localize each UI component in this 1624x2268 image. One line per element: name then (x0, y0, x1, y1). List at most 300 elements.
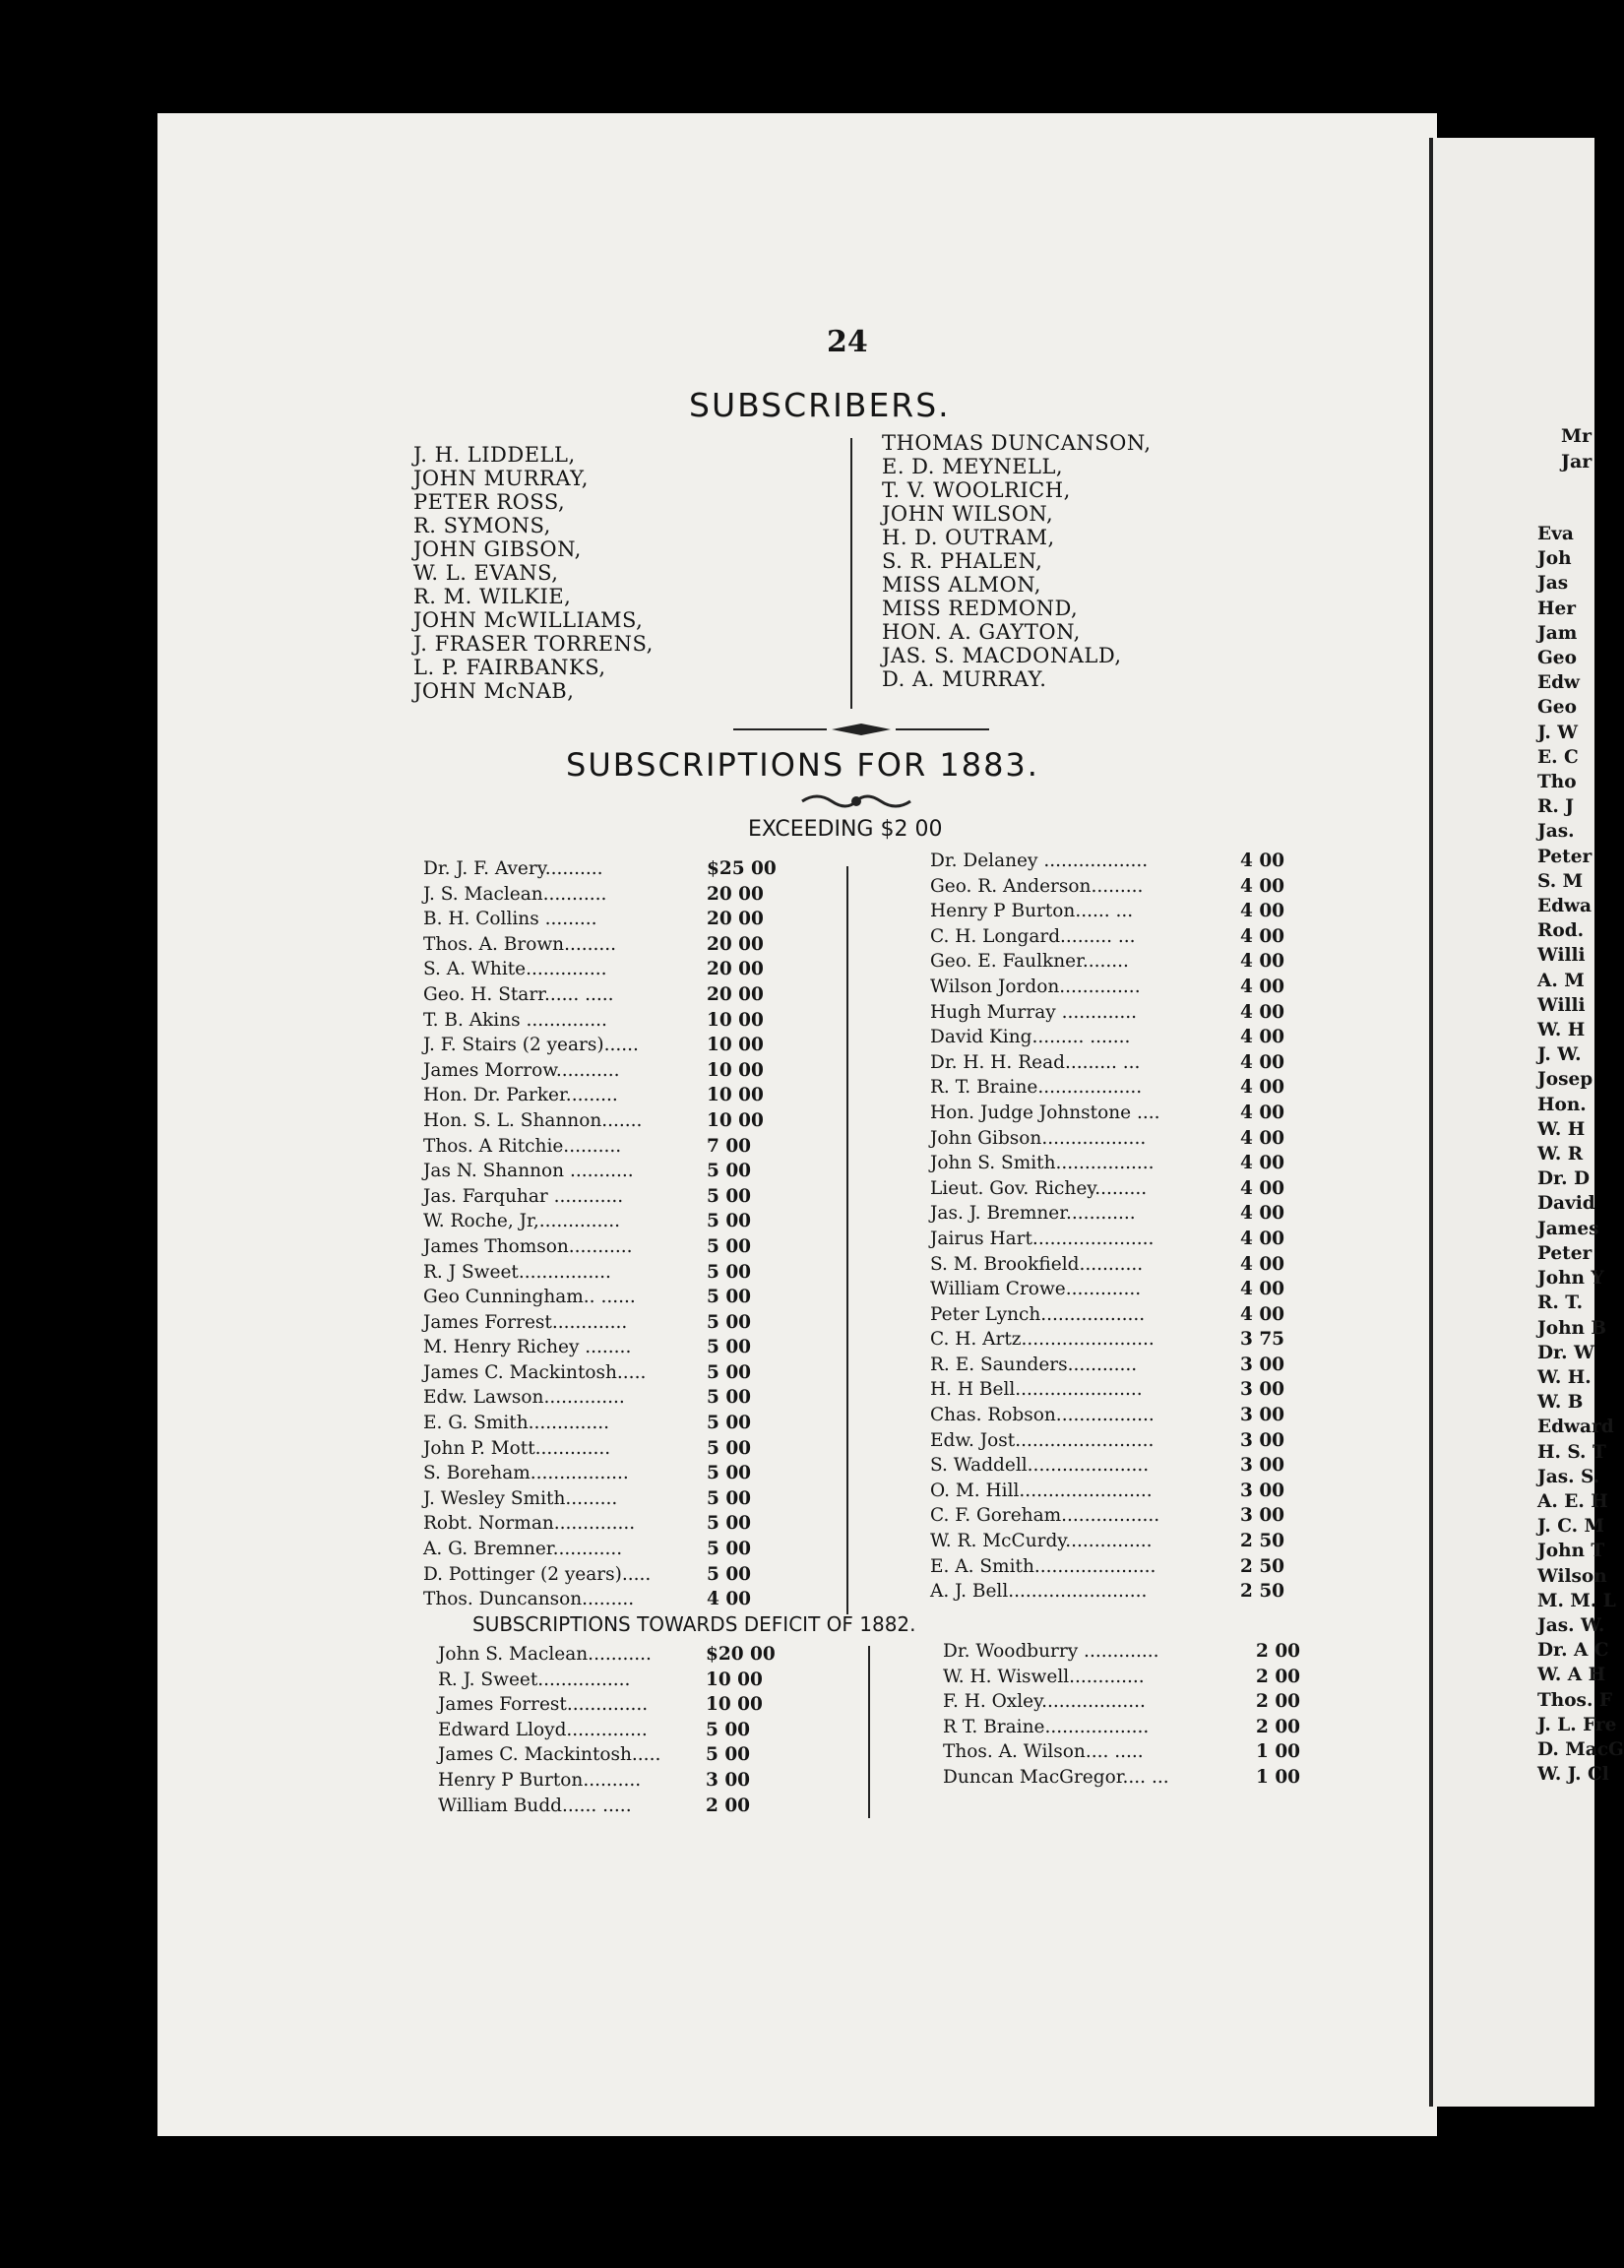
subscription-row (423, 1108, 797, 1134)
column-divider (868, 1646, 870, 1818)
subscription-amount: 2 50 (1240, 1555, 1285, 1577)
subscription-row (930, 1479, 1304, 1504)
subscriber-name: John S. Smith................. (930, 1153, 1155, 1174)
facing-page-line: E. C (1537, 746, 1579, 768)
facing-page-line: Jas. W. (1537, 1614, 1605, 1636)
subscriber-name: James C. Mackintosh..... (423, 1361, 647, 1383)
subscription-amount: 4 00 (1240, 850, 1285, 871)
subscriber-name: Henry P Burton.......... (438, 1769, 642, 1791)
subscription-amount: 4 00 (1240, 1153, 1285, 1174)
subscription-amount: 4 00 (1240, 875, 1285, 897)
subscription-amount: 4 00 (1240, 1077, 1285, 1099)
subscription-row (438, 1742, 812, 1768)
subscriber-name: Dr. H. H. Read......... ... (930, 1051, 1141, 1073)
subscription-row (943, 1639, 1317, 1665)
facing-page-line: W. H. (1537, 1366, 1592, 1388)
subscriber-name: M. Henry Richey ........ (423, 1337, 632, 1358)
subscriber-name: R. J Sweet................ (423, 1261, 611, 1283)
subscriber-name: Edw. Lawson.............. (423, 1387, 625, 1409)
subscriber-name: Thos. A. Brown......... (423, 933, 617, 955)
facing-page-line: Joh (1537, 548, 1572, 570)
subscriber-name: Thos. A Ritchie.......... (423, 1135, 622, 1157)
subscription-row (930, 1377, 1304, 1403)
subscription-row (423, 1411, 797, 1436)
subscription-amount: 2 50 (1240, 1531, 1285, 1552)
subscription-row (423, 1436, 797, 1462)
subscriber-name: E. D. MEYNELL, (882, 455, 1064, 478)
subscription-row (930, 1579, 1304, 1605)
subscription-row (423, 1511, 797, 1537)
facing-page-line: Dr. W (1537, 1342, 1594, 1363)
facing-page-line: Dr. A C (1537, 1640, 1609, 1662)
subscriber-name: C. H. Artz....................... (930, 1329, 1155, 1351)
facing-page-line: Hon. (1537, 1094, 1587, 1115)
subscribers-heading: SUBSCRIBERS. (689, 386, 951, 424)
subscription-amount: 20 00 (707, 983, 764, 1005)
subscription-row (943, 1739, 1317, 1765)
subscriber-name: Dr. J. F. Avery.......... (423, 858, 603, 879)
subscription-row (930, 1428, 1304, 1454)
facing-page-line: Edw (1537, 672, 1580, 694)
subscription-row (930, 1302, 1304, 1328)
subscriber-name: R. J. Sweet................ (438, 1669, 631, 1690)
subscription-amount: 5 00 (707, 1487, 752, 1509)
subscriber-name: Jas. J. Bremner............ (930, 1203, 1136, 1225)
subscriber-name: PETER ROSS, (413, 490, 566, 514)
subscriber-name: James Thomson........... (423, 1235, 633, 1257)
subscriber-name: J. S. Maclean........... (423, 883, 607, 905)
subscription-row (423, 1385, 797, 1411)
subscription-amount: 20 00 (707, 883, 764, 905)
subscriber-name: A. G. Bremner............ (423, 1539, 623, 1560)
subscription-amount: $20 00 (706, 1644, 776, 1665)
subscriber-name: A. J. Bell........................ (930, 1581, 1148, 1603)
facing-page-line: W. R (1537, 1144, 1584, 1166)
subscription-row (423, 982, 797, 1008)
subscription-row (930, 1529, 1304, 1554)
subscription-row (438, 1718, 812, 1743)
subscriber-name: Duncan MacGregor.... ... (943, 1766, 1169, 1788)
subscription-amount: 2 00 (1256, 1691, 1301, 1713)
facing-page-line: W. J. Cl (1537, 1764, 1609, 1786)
page-number: 24 (827, 325, 868, 359)
column-divider (850, 438, 852, 709)
subscription-amount: 4 00 (1240, 925, 1285, 947)
subscription-row (438, 1768, 812, 1794)
subscription-row (423, 882, 797, 908)
facing-page-line: John Y (1537, 1268, 1604, 1290)
subscriber-name: C. F. Goreham................. (930, 1505, 1160, 1527)
subscription-row (423, 1159, 797, 1184)
facing-page-line: David (1537, 1193, 1595, 1215)
subscription-amount: 10 00 (707, 1035, 764, 1056)
subscription-amount: 4 00 (1240, 1027, 1285, 1048)
subscriber-name: Lieut. Gov. Richey......... (930, 1177, 1148, 1199)
facing-page-line: W. B (1537, 1392, 1584, 1414)
subscription-amount: 5 00 (707, 1261, 752, 1283)
subscriber-name: John P. Mott............. (423, 1437, 611, 1459)
subscription-row (930, 1025, 1304, 1050)
subscription-amount: 2 50 (1240, 1581, 1285, 1603)
subscription-row (930, 1353, 1304, 1378)
subscriber-name: T. B. Akins .............. (423, 1009, 607, 1031)
facing-page-line: H. S. T (1537, 1441, 1606, 1463)
facing-page-line: Her (1537, 598, 1576, 619)
subscriber-name: Peter Lynch.................. (930, 1303, 1146, 1325)
subscriber-name: JOHN McNAB, (413, 679, 575, 703)
subscriber-name: John Gibson.................. (930, 1127, 1147, 1149)
subscriber-name: HON. A. GAYTON, (882, 620, 1081, 644)
subscription-row (423, 1209, 797, 1234)
subscriber-name: Edw. Jost........................ (930, 1429, 1155, 1451)
facing-page-line: Josep (1537, 1069, 1593, 1091)
subscription-amount: 10 00 (707, 1009, 764, 1031)
facing-page-line: Geo (1537, 648, 1577, 669)
subscriber-name: Geo. E. Faulkner........ (930, 951, 1129, 973)
exceeding-subheading: EXCEEDING $2 00 (748, 817, 943, 842)
subscriber-name: T. V. WOOLRICH, (882, 478, 1071, 502)
subscription-row (438, 1642, 812, 1668)
subscriber-name: John S. Maclean........... (438, 1644, 652, 1665)
subscription-amount: 2 00 (1256, 1716, 1301, 1737)
facing-page-line: Tho (1537, 772, 1577, 793)
subscriber-name: B. H. Collins ......... (423, 909, 597, 930)
subscription-amount: 4 00 (1240, 901, 1285, 922)
divider-ornament (733, 722, 989, 737)
subscription-amount: 5 00 (707, 1463, 752, 1484)
subscription-row (930, 1227, 1304, 1252)
subscriber-name: Robt. Norman.............. (423, 1513, 636, 1535)
facing-page-lines (1537, 522, 1624, 1787)
subscription-row (930, 1000, 1304, 1026)
subscription-amount: 1 00 (1256, 1741, 1301, 1763)
facing-page-line: D. MacG (1537, 1738, 1624, 1760)
subscriber-name: James C. Mackintosh..... (438, 1744, 661, 1766)
subscription-amount: 5 00 (707, 1513, 752, 1535)
subscription-amount: 5 00 (707, 1387, 752, 1409)
subscriber-name: C. H. Longard......... ... (930, 925, 1136, 947)
facing-page-line: Willi (1537, 994, 1586, 1016)
subscriber-name: Hon. Dr. Parker......... (423, 1085, 618, 1106)
subscription-amount: 5 00 (707, 1185, 752, 1207)
subscription-row (438, 1692, 812, 1718)
subscription-amount: 5 00 (707, 1311, 752, 1333)
deficit-1882-right (943, 1639, 1317, 1791)
subscriptions-1883-right (930, 849, 1304, 1605)
subscriber-name: William Budd...... ..... (438, 1795, 632, 1816)
subscriber-name: Chas. Robson................. (930, 1405, 1155, 1426)
subscriber-name: E. G. Smith.............. (423, 1413, 609, 1434)
subscription-row (930, 975, 1304, 1000)
facing-page-line: Wilson (1537, 1565, 1607, 1587)
subscriber-name: JAS. S. MACDONALD, (882, 644, 1122, 667)
subscription-amount: 5 00 (707, 1337, 752, 1358)
column-divider (846, 866, 848, 1614)
subscription-row (930, 1327, 1304, 1353)
subscriber-name: S. A. White.............. (423, 959, 607, 980)
facing-page-line: Jas. S. (1537, 1466, 1600, 1487)
subscription-amount: 4 00 (1240, 1127, 1285, 1149)
subscriber-name: O. M. Hill....................... (930, 1480, 1153, 1501)
subscriber-name: Dr. Delaney .................. (930, 850, 1149, 871)
subscription-amount: 2 00 (1256, 1641, 1301, 1662)
subscriber-name: Henry P Burton...... ... (930, 901, 1134, 922)
facing-page-line: James (1537, 1218, 1599, 1239)
subscriber-name: Geo. H. Starr...... ..... (423, 983, 614, 1005)
facing-page-line: A. E. H (1537, 1490, 1608, 1512)
subscriber-name: Hugh Murray ............. (930, 1001, 1138, 1023)
facing-page-line: Jam (1537, 622, 1578, 644)
subscription-row (930, 1277, 1304, 1302)
subscription-amount: 5 00 (707, 1211, 752, 1232)
subscription-row (423, 957, 797, 982)
subscriber-name: J. F. Stairs (2 years)...... (423, 1035, 639, 1056)
subscriber-name: R. SYMONS, (413, 514, 551, 537)
facing-page-line: W. H (1537, 1118, 1586, 1140)
subscriber-name: Thos. Duncanson......... (423, 1589, 635, 1610)
subscription-row (423, 1587, 797, 1612)
facing-page-line: Eva (1537, 524, 1574, 544)
facing-page-line: J. W. (1537, 1044, 1582, 1066)
facing-page-line: J. W (1537, 722, 1578, 743)
subscriber-name: Hon. S. L. Shannon....... (423, 1109, 643, 1131)
subscription-row (930, 1453, 1304, 1479)
subscription-row (930, 1151, 1304, 1176)
subscription-row (423, 1285, 797, 1310)
subscription-row (943, 1689, 1317, 1715)
subscription-amount: 4 00 (1240, 976, 1285, 997)
subscriber-name: R. E. Saunders............ (930, 1354, 1138, 1375)
subscriber-name: Geo. R. Anderson......... (930, 875, 1144, 897)
facing-page-line: Peter (1537, 846, 1593, 867)
subscription-row (423, 1486, 797, 1512)
facing-page-line: John T (1537, 1541, 1605, 1562)
subscriber-name: W. H. Wiswell............. (943, 1666, 1145, 1687)
subscription-row (423, 1260, 797, 1286)
subscription-row (930, 949, 1304, 975)
subscriber-name: W. L. EVANS, (413, 561, 559, 585)
subscription-amount: 2 00 (706, 1795, 751, 1816)
subscription-amount: 3 00 (1240, 1455, 1285, 1477)
subscriber-name: Thos. A. Wilson.... ..... (943, 1741, 1144, 1763)
subscribers-right-column (882, 431, 1152, 691)
subscription-row (438, 1668, 812, 1693)
subscription-amount: 4 00 (1240, 1051, 1285, 1073)
subscription-amount: 3 75 (1240, 1329, 1285, 1351)
subscribers-left-column (413, 443, 654, 703)
facing-page-line: M. M. L (1537, 1590, 1616, 1611)
subscription-amount: 20 00 (707, 933, 764, 955)
subscriber-name: James Morrow........... (423, 1059, 620, 1081)
subscription-amount: 5 00 (707, 1539, 752, 1560)
subscriber-name: S. M. Brookfield........... (930, 1253, 1144, 1275)
subscriber-name: D. Pottinger (2 years)..... (423, 1563, 652, 1585)
subscriber-name: William Crowe............. (930, 1279, 1142, 1300)
subscriber-name: Wilson Jordon.............. (930, 976, 1141, 997)
subscription-row (423, 1033, 797, 1058)
subscription-amount: 5 00 (707, 1287, 752, 1308)
subscriptions-1883-heading: SUBSCRIPTIONS FOR 1883. (566, 746, 1039, 784)
subscription-row (930, 1050, 1304, 1076)
subscription-amount: 4 00 (1240, 1001, 1285, 1023)
subscription-amount: 1 00 (1256, 1766, 1301, 1788)
subscriber-name: S. R. PHALEN, (882, 549, 1043, 573)
subscription-row (930, 849, 1304, 874)
subscription-row (943, 1665, 1317, 1690)
subscription-row (930, 1101, 1304, 1126)
subscription-row (423, 1461, 797, 1486)
subscriber-name: JOHN McWILLIAMS, (413, 608, 644, 632)
subscriber-name: Hon. Judge Johnstone .... (930, 1102, 1160, 1123)
subscription-amount: 3 00 (1240, 1354, 1285, 1375)
subscriber-name: J. Wesley Smith......... (423, 1487, 618, 1509)
subscription-amount: 3 00 (1240, 1480, 1285, 1501)
subscriber-name: MISS REDMOND, (882, 597, 1079, 620)
subscription-amount: 20 00 (707, 909, 764, 930)
subscription-row (930, 1075, 1304, 1101)
subscription-amount: 10 00 (707, 1109, 764, 1131)
subscription-amount: 4 00 (1240, 1177, 1285, 1199)
subscriber-name: E. A. Smith..................... (930, 1555, 1156, 1577)
subscriber-name: David King......... ....... (930, 1027, 1131, 1048)
subscription-amount: 5 00 (706, 1744, 751, 1766)
facing-page-line: Jas (1537, 573, 1569, 595)
subscription-row (423, 1083, 797, 1108)
subscription-amount: 20 00 (707, 959, 764, 980)
subscription-row (423, 1058, 797, 1084)
facing-page-line: Peter (1537, 1242, 1593, 1264)
subscription-row (423, 1537, 797, 1562)
facing-page-line: Geo (1537, 697, 1577, 719)
subscription-row (943, 1765, 1317, 1791)
subscription-row (943, 1715, 1317, 1740)
flourish-ornament (797, 791, 915, 811)
subscriber-name: F. H. Oxley.................. (943, 1691, 1146, 1713)
subscription-amount: 5 00 (707, 1235, 752, 1257)
subscription-row (930, 874, 1304, 900)
subscription-amount: 4 00 (707, 1589, 752, 1610)
facing-page-top (1561, 423, 1592, 474)
subscriber-name: J. FRASER TORRENS, (413, 632, 654, 656)
facing-page-line: John B (1537, 1317, 1607, 1339)
facing-top-line: Jar (1561, 451, 1593, 472)
subscriber-name: J. H. LIDDELL, (413, 443, 576, 467)
subscriber-name: Geo Cunningham.. ...... (423, 1287, 636, 1308)
subscription-row (930, 1252, 1304, 1278)
facing-page-line: Edwa (1537, 896, 1592, 917)
subscription-row (930, 1176, 1304, 1202)
subscription-amount: 3 00 (1240, 1505, 1285, 1527)
subscription-amount: 4 00 (1240, 1253, 1285, 1275)
facing-page-line: W. A H (1537, 1665, 1606, 1686)
subscriptions-1883-left (423, 856, 797, 1612)
subscriber-name: H. D. OUTRAM, (882, 526, 1055, 549)
subscriber-name: James Forrest.............. (438, 1694, 649, 1716)
subscription-amount: 10 00 (707, 1085, 764, 1106)
facing-page-line: J. L. Fre (1537, 1714, 1617, 1735)
subscription-row (930, 1554, 1304, 1580)
subscriber-name: L. P. FAIRBANKS, (413, 656, 606, 679)
subscriber-name: W. R. McCurdy............... (930, 1531, 1153, 1552)
subscription-row (423, 1360, 797, 1386)
subscription-row (423, 1008, 797, 1034)
subscription-row (930, 1201, 1304, 1227)
facing-page-line: A. M (1537, 970, 1585, 991)
subscriber-name: R. M. WILKIE, (413, 585, 572, 608)
subscriber-name: THOMAS DUNCANSON, (882, 431, 1152, 455)
subscriber-name: S. Boreham................. (423, 1463, 629, 1484)
facing-page-line: Jas. (1537, 821, 1575, 843)
subscription-amount: 5 00 (706, 1719, 751, 1740)
subscription-amount: 7 00 (707, 1135, 752, 1157)
subscriber-name: H. H Bell...................... (930, 1379, 1143, 1401)
subscription-amount: 3 00 (1240, 1429, 1285, 1451)
subscription-amount: 10 00 (706, 1669, 763, 1690)
subscription-amount: 4 00 (1240, 1228, 1285, 1249)
subscription-row (423, 1335, 797, 1360)
subscriber-name: Jairus Hart..................... (930, 1228, 1155, 1249)
subscriber-name: James Forrest............. (423, 1311, 628, 1333)
facing-page-line: J. C. M (1537, 1516, 1604, 1538)
subscription-amount: $25 00 (707, 858, 777, 879)
subscription-amount: 3 00 (706, 1769, 751, 1791)
subscriber-name: MISS ALMON, (882, 573, 1041, 597)
subscription-row (423, 856, 797, 882)
subscriber-name: Jas N. Shannon ........... (423, 1161, 634, 1182)
deficit-1882-left (438, 1642, 812, 1818)
subscriber-name: Edward Lloyd.............. (438, 1719, 648, 1740)
subscriber-name: R. T. Braine.................. (930, 1077, 1143, 1099)
subscription-amount: 5 00 (707, 1361, 752, 1383)
subscription-amount: 5 00 (707, 1563, 752, 1585)
subscription-amount: 4 00 (1240, 1303, 1285, 1325)
facing-page-line: S. M (1537, 870, 1584, 892)
subscription-row (438, 1794, 812, 1819)
subscription-row (930, 1126, 1304, 1152)
subscriber-name: JOHN MURRAY, (413, 467, 589, 490)
subscriber-name: Jas. Farquhar ............ (423, 1185, 624, 1207)
subscription-amount: 4 00 (1240, 951, 1285, 973)
subscription-row (423, 1562, 797, 1588)
subscription-row (423, 1184, 797, 1210)
subscription-amount: 5 00 (707, 1437, 752, 1459)
subscription-row (423, 932, 797, 958)
facing-page-line: Thos. F (1537, 1689, 1612, 1711)
subscription-amount: 3 00 (1240, 1379, 1285, 1401)
facing-page-line: Rod. (1537, 920, 1585, 942)
subscription-amount: 4 00 (1240, 1102, 1285, 1123)
subscription-row (930, 899, 1304, 924)
subscription-row (930, 1403, 1304, 1428)
subscriber-name: JOHN WILSON, (882, 502, 1054, 526)
subscription-row (930, 924, 1304, 950)
facing-page-line: R. T. (1537, 1292, 1584, 1314)
facing-page-line: Willi (1537, 945, 1586, 967)
subscription-amount: 3 00 (1240, 1405, 1285, 1426)
subscriber-name: JOHN GIBSON, (413, 537, 582, 561)
facing-page-line: R. J (1537, 796, 1575, 818)
subscriber-name: W. Roche, Jr,.............. (423, 1211, 621, 1232)
subscription-amount: 10 00 (706, 1694, 763, 1716)
subscription-amount: 5 00 (707, 1413, 752, 1434)
subscriber-name: S. Waddell..................... (930, 1455, 1150, 1477)
subscription-row (423, 1234, 797, 1260)
subscription-row (930, 1503, 1304, 1529)
facing-page-line: Edward (1537, 1417, 1614, 1438)
facing-page-line: W. H (1537, 1020, 1586, 1041)
subscriber-name: D. A. MURRAY. (882, 667, 1047, 691)
subscriber-name: R T. Braine.................. (943, 1716, 1150, 1737)
